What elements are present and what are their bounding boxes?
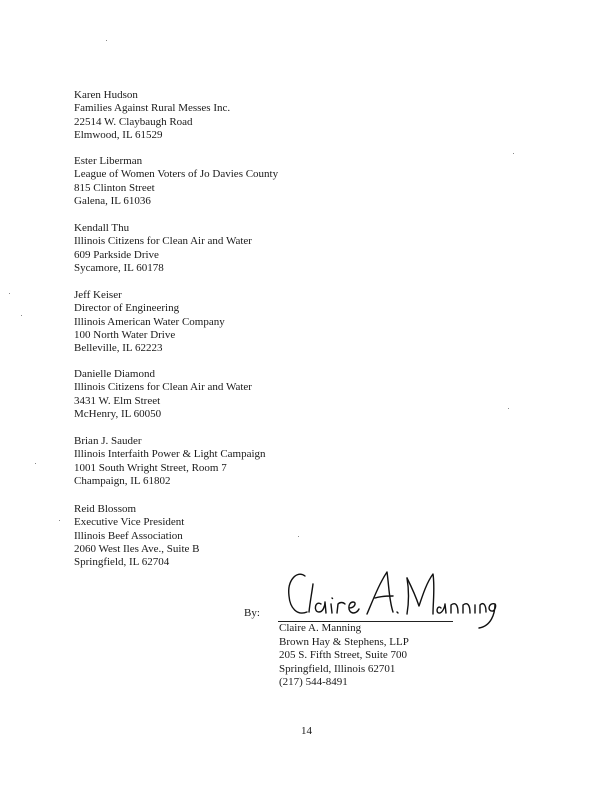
service-contact-keiser	[74, 289, 225, 355]
signer-phone: (217) 544-8491	[279, 676, 348, 688]
contact-street: 100 North Water Drive	[74, 328, 176, 341]
contact-city: Elmwood, IL 61529	[74, 128, 163, 141]
contact-city: Belleville, IL 62223	[74, 342, 163, 355]
contact-name: Ester Liberman	[74, 155, 143, 167]
signer-city: Springfield, Illinois 62701	[279, 662, 396, 675]
contact-street: 609 Parkside Drive	[74, 248, 159, 261]
contact-organization: Illinois Beef Association	[74, 529, 183, 542]
service-contact-sauder	[74, 435, 266, 488]
contact-street: 815 Clinton Street	[74, 181, 155, 194]
signer-name: Claire A. Manning	[279, 622, 362, 634]
contact-street: 3431 W. Elm Street	[74, 394, 161, 407]
contact-name: Karen Hudson	[74, 89, 138, 101]
scan-speck	[513, 153, 514, 154]
scan-speck	[35, 463, 36, 464]
scan-speck	[59, 520, 60, 521]
contact-street: 22514 W. Claybaugh Road	[74, 115, 193, 128]
service-contact-diamond	[74, 368, 252, 421]
contact-organization: League of Women Voters of Jo Davies County	[74, 168, 279, 181]
contact-street: 2060 West Iles Ave., Suite B	[74, 542, 200, 555]
service-contact-thu	[74, 222, 252, 275]
contact-city: Springfield, IL 62704	[74, 556, 170, 569]
contact-name: Reid Blossom	[74, 503, 137, 515]
contact-organization: Illinois Citizens for Clean Air and Water	[74, 381, 252, 394]
contact-city: Champaign, IL 61802	[74, 474, 171, 487]
contact-name: Danielle Diamond	[74, 368, 155, 380]
scan-speck	[21, 315, 22, 316]
contact-title: Director of Engineering	[74, 302, 180, 315]
page-number: 14	[301, 725, 312, 737]
contact-title: Executive Vice President	[74, 516, 185, 529]
signer-firm: Brown Hay & Stephens, LLP	[279, 635, 409, 648]
contact-name: Brian J. Sauder	[74, 435, 142, 447]
contact-name: Kendall Thu	[74, 222, 130, 234]
handwritten-signature	[283, 562, 498, 630]
scan-speck	[298, 536, 299, 537]
contact-organization: Families Against Rural Messes Inc.	[74, 102, 231, 115]
scan-speck	[9, 293, 10, 294]
contact-city: McHenry, IL 60050	[74, 407, 162, 420]
contact-organization: Illinois Interfaith Power & Light Campaign	[74, 448, 266, 461]
by-label: By:	[244, 607, 260, 619]
contact-name: Jeff Keiser	[74, 289, 122, 301]
scan-speck	[508, 408, 509, 409]
signer-street: 205 S. Fifth Street, Suite 700	[279, 649, 408, 661]
contact-organization: Illinois American Water Company	[74, 315, 225, 328]
contact-street: 1001 South Wright Street, Room 7	[74, 461, 227, 474]
contact-city: Galena, IL 61036	[74, 194, 151, 207]
service-contact-liberman	[74, 155, 278, 208]
contact-city: Sycamore, IL 60178	[74, 261, 164, 274]
scan-speck	[106, 40, 107, 41]
service-contact-blossom	[74, 503, 200, 569]
contact-organization: Illinois Citizens for Clean Air and Water	[74, 235, 252, 248]
service-contact-hudson	[74, 89, 230, 142]
signer-block	[279, 622, 409, 690]
